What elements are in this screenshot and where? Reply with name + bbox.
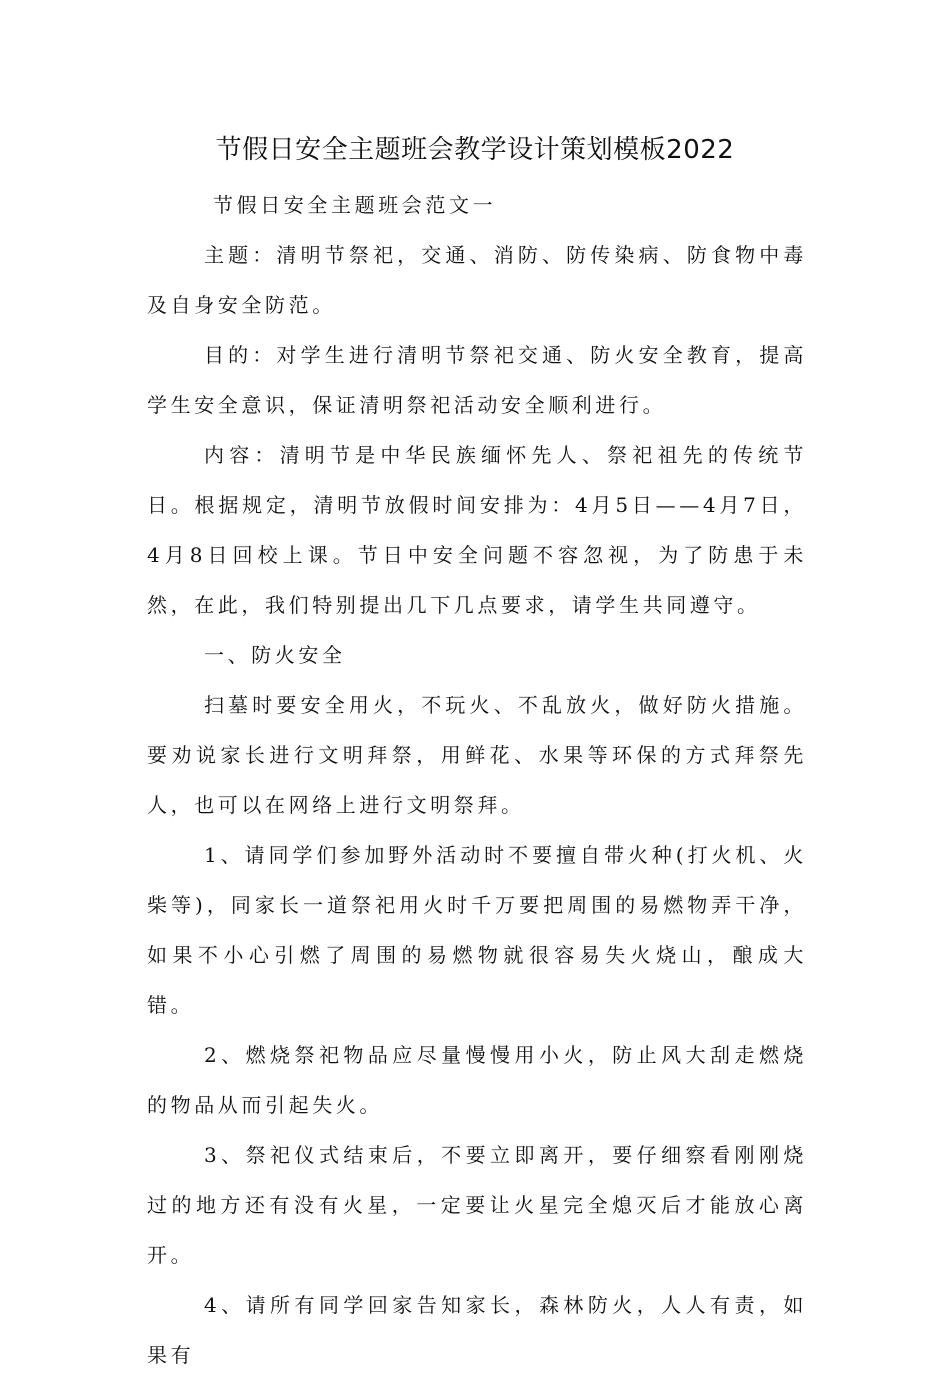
list-item-4: 4、请所有同学回家告知家长，森林防火，人人有责，如果有 [147,1293,807,1367]
list-item-2: 2、燃烧祭祀物品应尽量慢慢用小火，防止风大刮走燃烧的物品从而引起失火。 [147,1043,807,1117]
document-title: 节假日安全主题班会教学设计策划模板2022 [215,135,735,165]
list-item-3: 3、祭祀仪式结束后，不要立即离开，要仔细察看刚刚烧过的地方还有没有火星，一定要让火星完全熄灭后才能放心离开。 [147,1143,807,1267]
paragraph-purpose: 目的：对学生进行清明节祭祀交通、防火安全教育，提高学生安全意识，保证清明祭祀活动安全顺利进行。 [147,343,807,417]
section-heading: 节假日安全主题班会范文一 [213,193,497,217]
list-item-1: 1、请同学们参加野外活动时不要擅自带火种(打火机、火柴等)，同家长一道祭祀用火时千万要把周围的易燃物弄干净，如果不小心引燃了周围的易燃物就很容易失火烧山，酿成大错。 [147,843,807,1017]
document-body [147,180,807,1380]
paragraph-content: 内容：清明节是中华民族缅怀先人、祭祀祖先的传统节日。根据规定，清明节放假时间安排为：4月5日——4月7日，4月8日回校上课。节日中安全问题不容忽视，为了防患于未然，在此，我们特别提出几下几点要求，请学生共同遵守。 [147,443,807,617]
subheading-fire-safety: 一、防火安全 [204,643,346,667]
paragraph-fire-safety: 扫墓时要安全用火，不玩火、不乱放火，做好防火措施。要劝说家长进行文明拜祭，用鲜花、水果等环保的方式拜祭先人，也可以在网络上进行文明祭拜。 [147,693,807,817]
paragraph-theme: 主题：清明节祭祀，交通、消防、防传染病、防食物中毒及自身安全防范。 [147,243,807,317]
